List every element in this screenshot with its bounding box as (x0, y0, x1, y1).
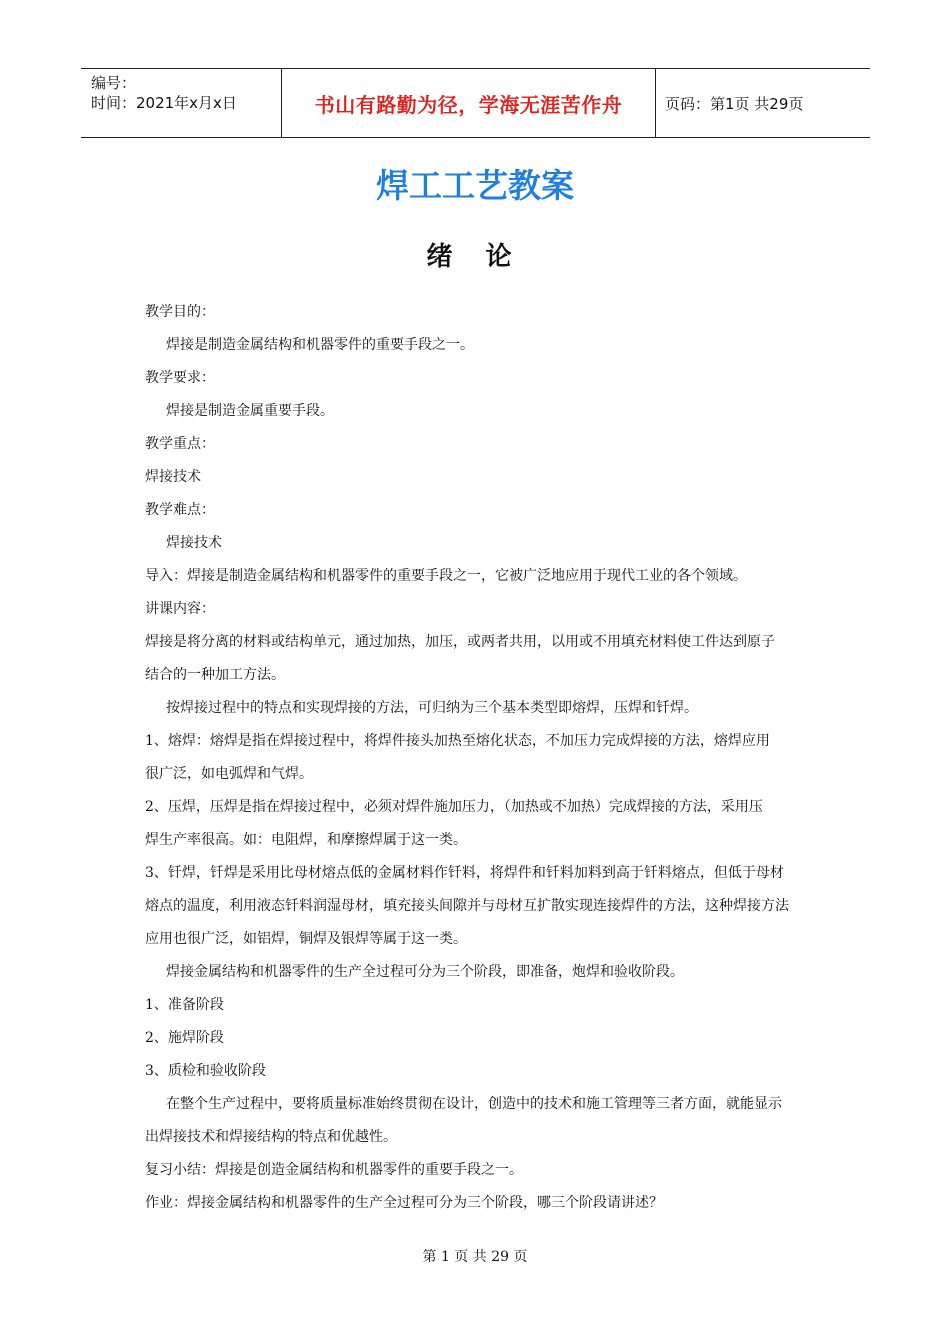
document-body (145, 296, 810, 1220)
paragraph: 熔点的温度，利用液态钎料润湿母材，填充接头间隙并与母材互扩散实现连接焊件的方法，这种焊接方法 (145, 898, 789, 914)
paragraph: 3、钎焊，钎焊是采用比母材熔点低的金属材料作钎料，将焊件和钎料加料到高于钎料熔点，但低于母材 (145, 865, 784, 881)
paragraph: 出焊接技术和焊接结构的特点和优越性。 (145, 1129, 397, 1145)
paragraph: 焊接是制造金属结构和机器零件的重要手段之一。 (166, 337, 474, 353)
header-left-cell (81, 69, 281, 137)
header-middle-cell (281, 69, 656, 137)
section-title: 绪 论 (426, 242, 524, 272)
paragraph: 讲课内容： (145, 601, 215, 617)
paragraph: 结合的一种加工方法。 (145, 667, 285, 683)
paragraph: 焊生产率很高。如：电阻焊，和摩擦焊属于这一类。 (145, 832, 467, 848)
header-page-code: 页码：第1页 共29页 (665, 94, 804, 113)
list-item: 2、施焊阶段 (145, 1030, 224, 1046)
paragraph: 按焊接过程中的特点和实现焊接的方法，可归纳为三个基本类型即熔焊，压焊和钎焊。 (166, 700, 698, 716)
paragraph: 焊接是制造金属重要手段。 (166, 403, 334, 419)
paragraph: 教学重点： (145, 436, 215, 452)
paragraph: 很广泛，如电弧焊和气焊。 (145, 766, 313, 782)
list-item: 1、准备阶段 (145, 997, 224, 1013)
paragraph: 1、熔焊：熔焊是指在焊接过程中，将焊件接头加热至熔化状态，不加压力完成焊接的方法，熔焊应用 (145, 733, 770, 749)
document-title: 焊工工艺教案 (376, 166, 574, 205)
paragraph: 2、压焊，压焊是指在焊接过程中，必须对焊件施加压力，（加热或不加热）完成焊接的方法，采用压 (145, 799, 763, 815)
header-right-cell (655, 69, 870, 137)
header-motto: 书山有路勤为径，学海无涯苦作舟 (314, 92, 623, 117)
paragraph: 作业：焊接金属结构和机器零件的生产全过程可分为三个阶段，哪三个阶段请讲述？ (145, 1195, 663, 1211)
paragraph: 教学难点： (145, 502, 215, 518)
document-number-label: 编号： (91, 74, 137, 92)
paragraph: 焊接金属结构和机器零件的生产全过程可分为三个阶段，即准备，炮焊和验收阶段。 (166, 964, 684, 980)
list-item: 3、质检和验收阶段 (145, 1063, 266, 1079)
paragraph: 焊接是将分离的材料或结构单元，通过加热，加压，或两者共用，以用或不用填充材料使工件达到原子 (145, 634, 775, 650)
paragraph: 在整个生产过程中，要将质量标准始终贯彻在设计，创造中的技术和施工管理等三者方面，就能显示 (166, 1096, 782, 1112)
paragraph: 导入：焊接是制造金属结构和机器零件的重要手段之一，它被广泛地应用于现代工业的各个领域。 (145, 568, 747, 584)
document-time-label: 时间：2021年x月x日 (91, 94, 237, 112)
paragraph: 焊接技术 (166, 535, 222, 551)
header-table (81, 68, 870, 138)
paragraph: 应用也很广泛，如铝焊，铜焊及银焊等属于这一类。 (145, 931, 467, 947)
paragraph: 焊接技术 (145, 469, 201, 485)
paragraph: 教学目的： (145, 304, 215, 320)
paragraph: 教学要求： (145, 370, 215, 386)
paragraph: 复习小结：焊接是创造金属结构和机器零件的重要手段之一。 (145, 1162, 523, 1178)
page-footer: 第 1 页 共 29 页 (422, 1249, 528, 1265)
